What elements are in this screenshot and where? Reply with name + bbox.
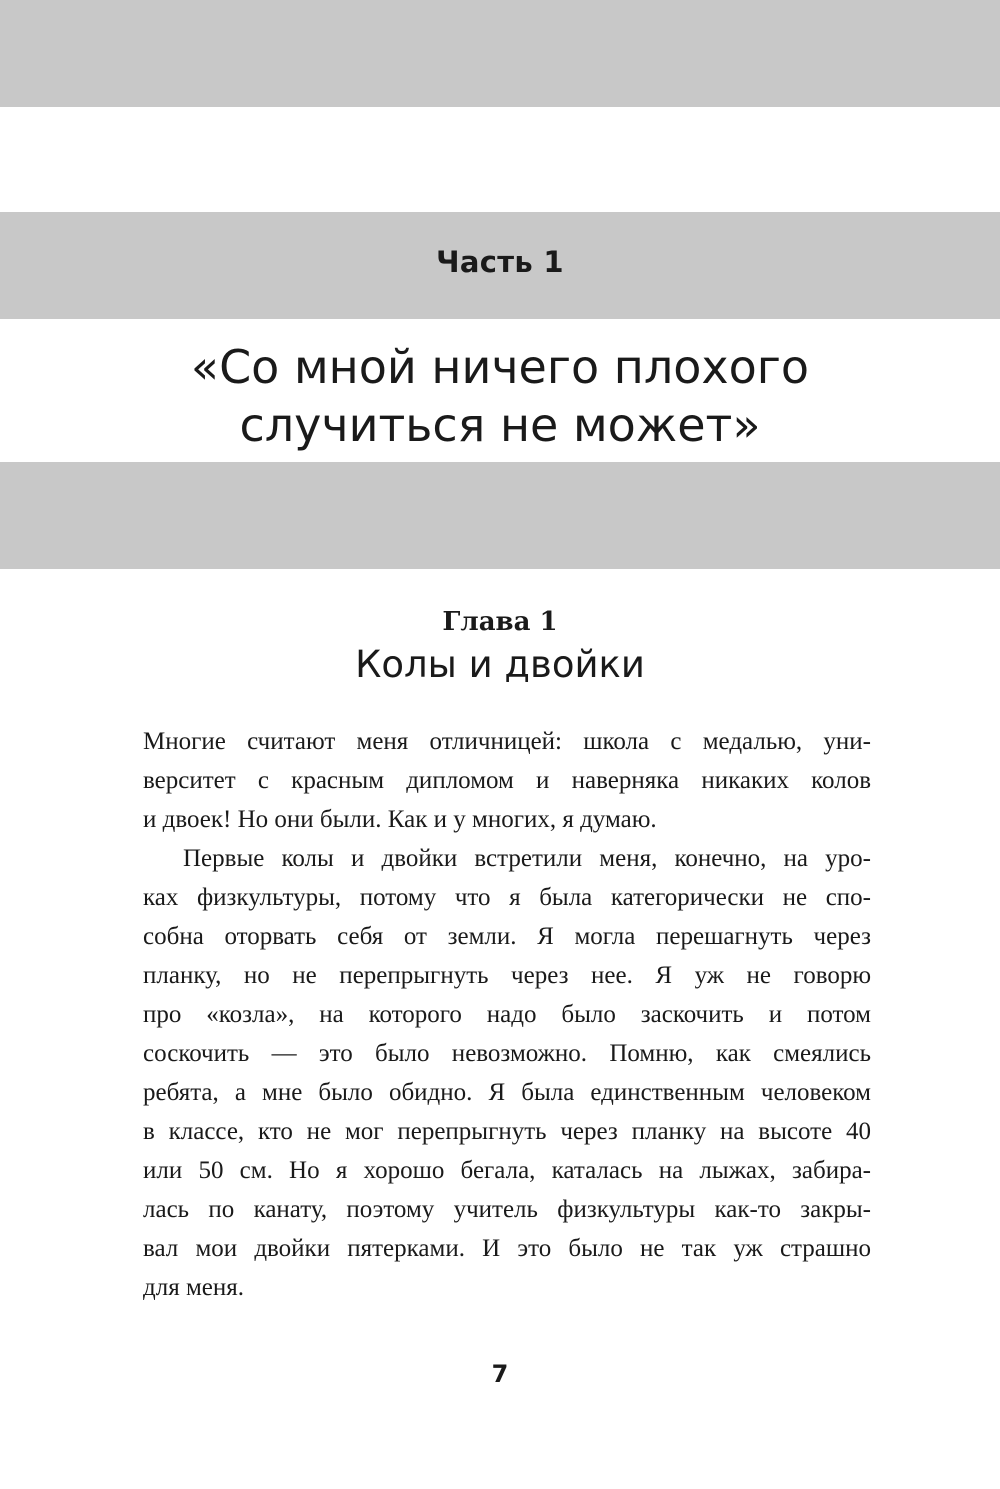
text-line: Многие считают меня отличницей: школа с медалью, уни- bbox=[143, 728, 871, 755]
text-line: для меня. bbox=[143, 1274, 244, 1301]
text-line: ках физкультуры, потому что я была категорически не спо- bbox=[143, 884, 871, 911]
body-text bbox=[143, 722, 871, 1307]
header-band bbox=[0, 0, 1000, 107]
text-line: соскочить — это было невозможно. Помню, как смеялись bbox=[143, 1040, 871, 1067]
paragraph bbox=[143, 839, 871, 1307]
text-line: планку, но не перепрыгнуть через нее. Я уж не говорю bbox=[143, 962, 871, 989]
text-line: вал мои двойки пятерками. И это было не так уж страшно bbox=[143, 1235, 871, 1262]
paragraph bbox=[143, 722, 871, 839]
text-line: и двоек! Но они были. Как и у многих, я думаю. bbox=[143, 806, 657, 833]
text-line: в классе, кто не мог перепрыгнуть через планку на высоте 40 bbox=[143, 1118, 871, 1145]
part-title-line: «Со мной ничего плохого bbox=[190, 340, 810, 394]
chapter-title: Колы и двойки bbox=[355, 643, 645, 686]
text-line: лась по канату, поэтому учитель физкультуры как-то закры- bbox=[143, 1196, 871, 1223]
text-line: Первые колы и двойки встретили меня, конечно, на уро- bbox=[183, 845, 871, 872]
text-line: или 50 см. Но я хорошо бегала, каталась на лыжах, забира- bbox=[143, 1157, 871, 1184]
text-line: ребята, а мне было обидно. Я была единственным человеком bbox=[143, 1079, 871, 1106]
page-number: 7 bbox=[491, 1360, 509, 1388]
part-label: Часть 1 bbox=[436, 245, 564, 279]
part-footer-band bbox=[0, 462, 1000, 569]
chapter-label: Глава 1 bbox=[442, 607, 558, 637]
part-title bbox=[0, 338, 1000, 454]
text-line: верситет с красным дипломом и наверняка никаких колов bbox=[143, 767, 871, 794]
text-line: про «козла», на которого надо было заскочить и потом bbox=[143, 1001, 871, 1028]
part-title-line: случиться не может» bbox=[239, 398, 761, 452]
text-line: собна оторвать себя от земли. Я могла перешагнуть через bbox=[143, 923, 871, 950]
